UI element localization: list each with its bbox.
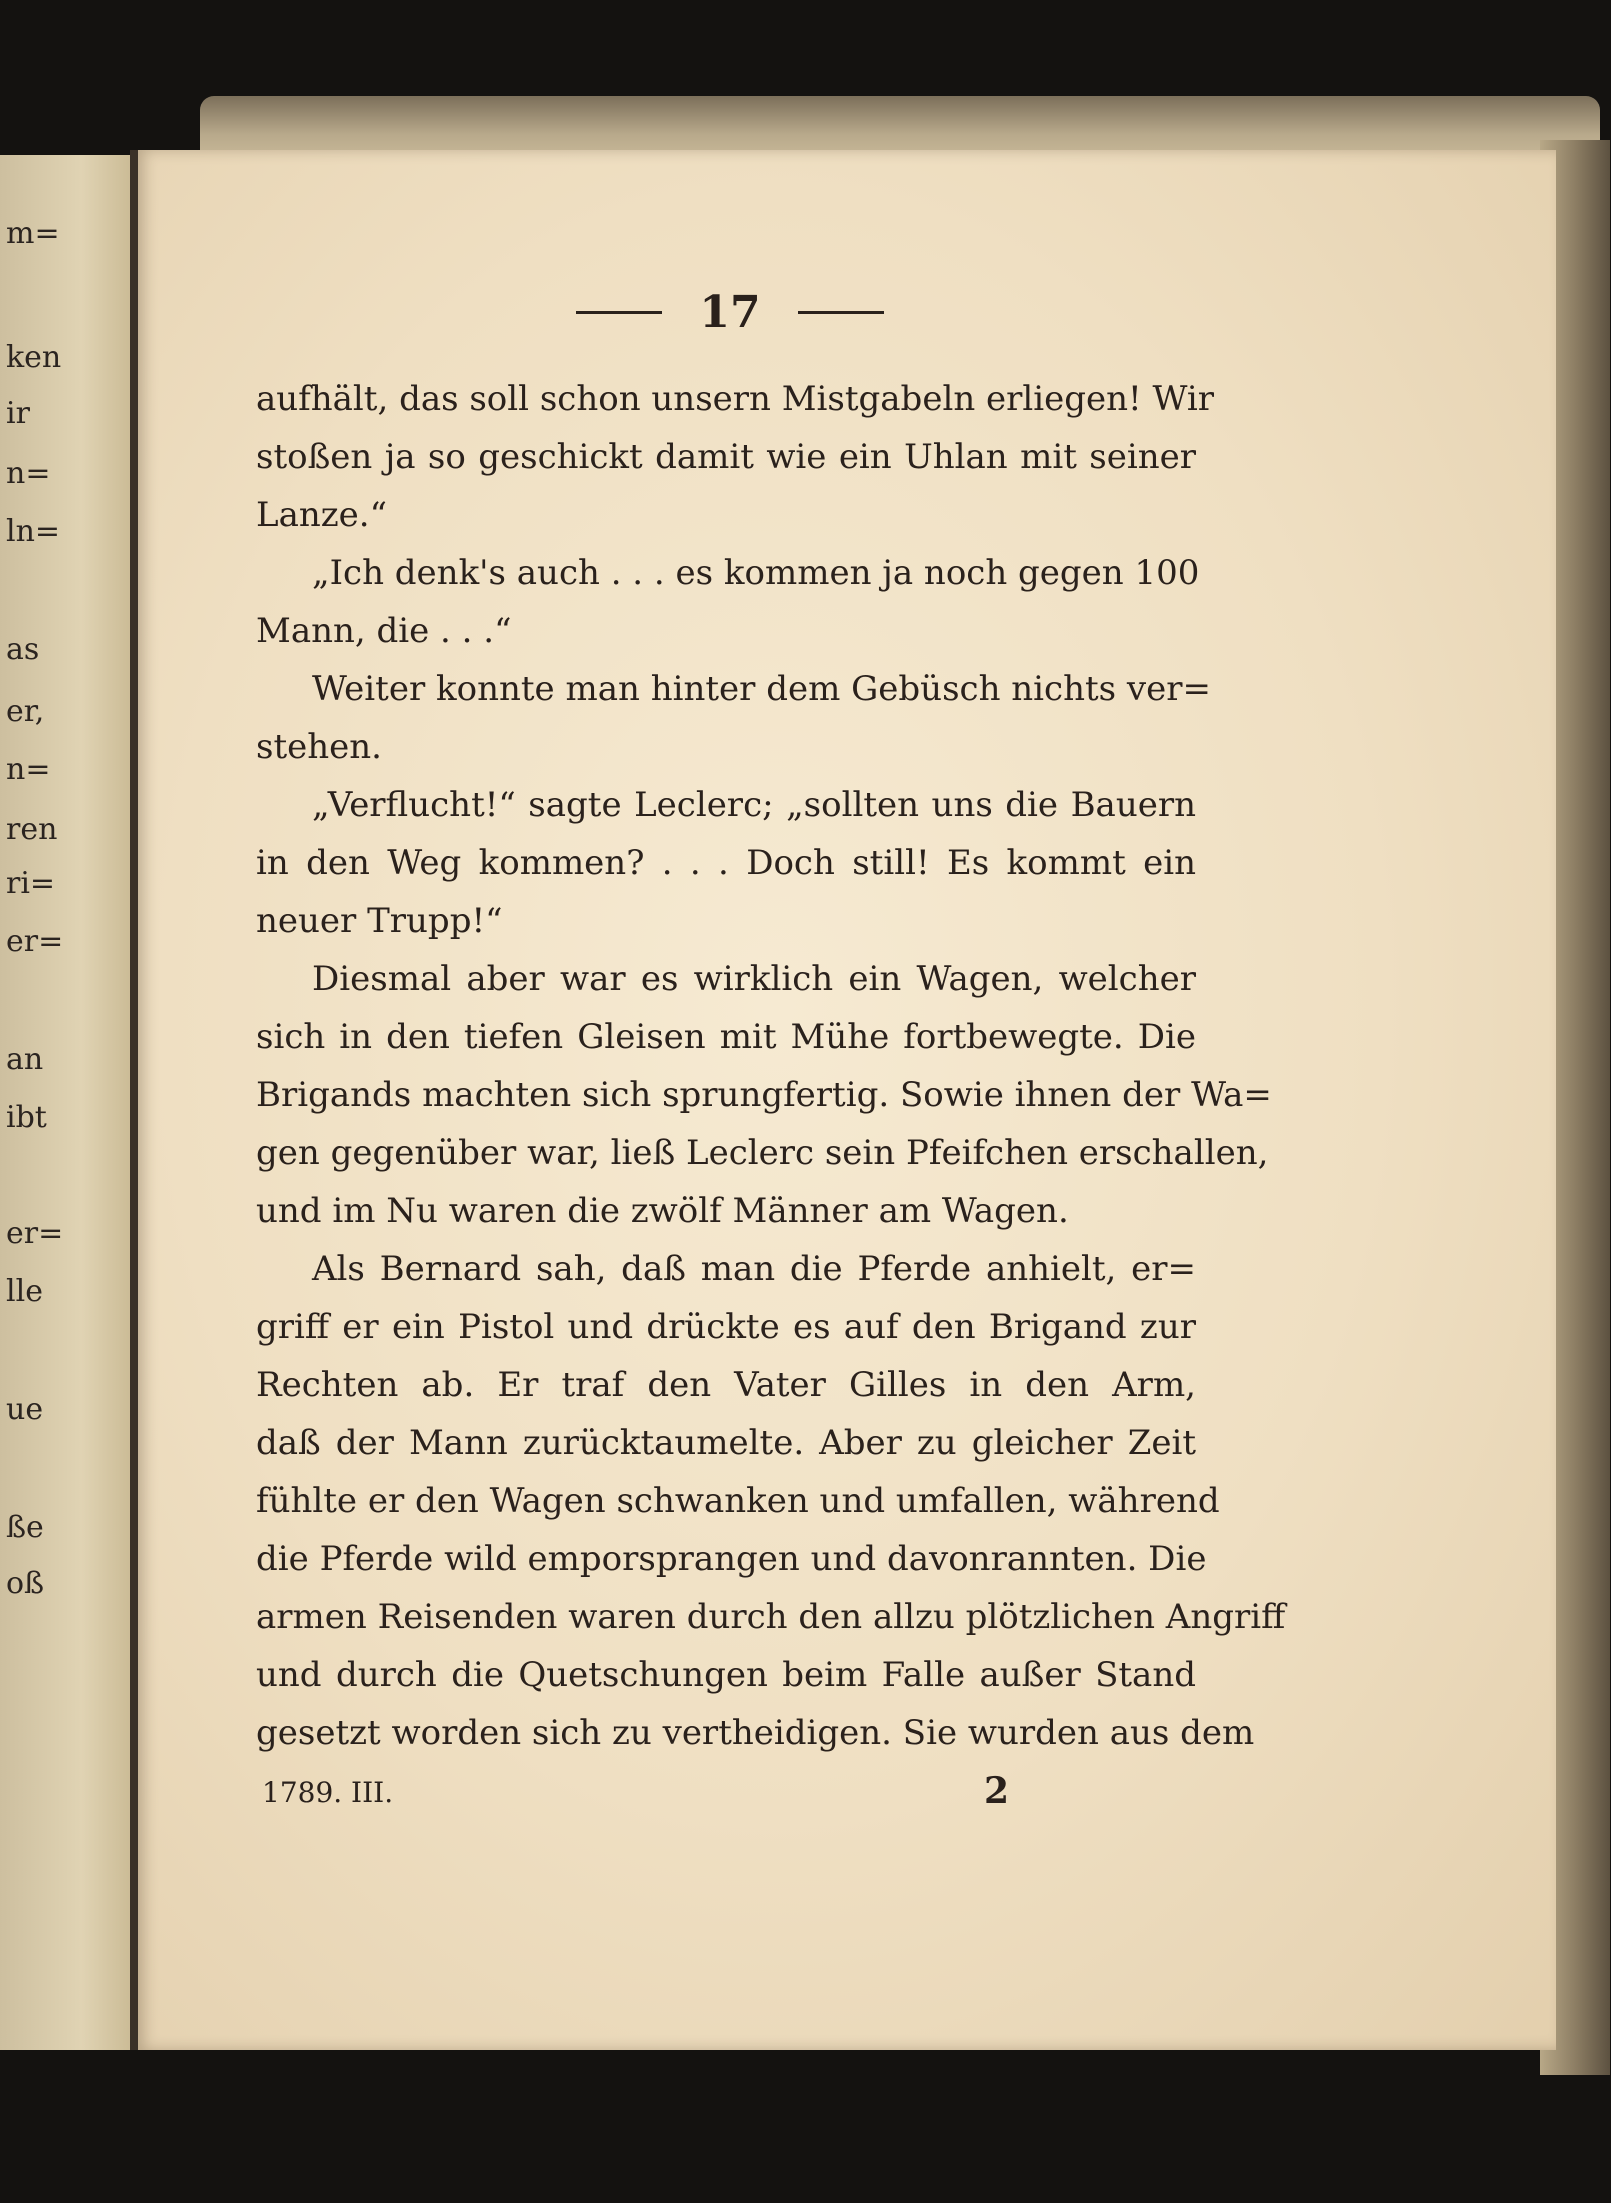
text-line: fühlte er den Wagen schwanken und umfallen, während [256, 1481, 1220, 1521]
page-header [576, 282, 884, 342]
left-page-fragment: ße [6, 1510, 44, 1545]
left-page-fragment: er, [6, 694, 45, 729]
body-text [256, 370, 1286, 1762]
text-line: und durch die Quetschungen beim Falle außer Stand [256, 1655, 1196, 1695]
text-line: „Ich denk's auch . . . es kommen ja noch gegen 100 [312, 553, 1200, 593]
left-page-fragment: ri= [6, 866, 56, 901]
left-page-fragment: er= [6, 924, 64, 959]
left-page-fragment: n= [6, 752, 51, 787]
left-page-fragment: an [6, 1042, 44, 1077]
left-page-fragment: ln= [6, 514, 61, 549]
left-page-fragment: m= [6, 216, 60, 251]
left-page-fragment: ue [6, 1392, 44, 1427]
signature-line: 1789. III. [262, 1776, 394, 1809]
text-line: Mann, die . . .“ [256, 611, 512, 651]
text-line: Weiter konnte man hinter dem Gebüsch nichts ver= [312, 669, 1211, 709]
paragraph [256, 950, 1272, 1240]
text-line: sich in den tiefen Gleisen mit Mühe fortbewegte. Die [256, 1017, 1196, 1057]
text-line: und im Nu waren die zwölf Männer am Wagen. [256, 1191, 1069, 1231]
text-line: Rechten ab. Er traf den Vater Gilles in den Arm, [256, 1365, 1196, 1405]
header-rule-right [798, 311, 884, 314]
paragraph [256, 660, 1211, 776]
text-line: armen Reisenden waren durch den allzu plötzlichen Angriff [256, 1597, 1286, 1637]
left-page-fragment: ken [6, 340, 62, 375]
left-page-fragment: er= [6, 1216, 64, 1251]
text-line: Als Bernard sah, daß man die Pferde anhielt, er= [312, 1249, 1196, 1289]
paragraph [256, 776, 1196, 950]
paragraph [256, 1240, 1286, 1762]
text-line: in den Weg kommen? . . . Doch still! Es kommt ein [256, 843, 1196, 883]
left-page-fragment: lle [6, 1274, 43, 1309]
text-line: gen gegenüber war, ließ Leclerc sein Pfeifchen erschallen, [256, 1133, 1269, 1173]
text-line: daß der Mann zurücktaumelte. Aber zu gleicher Zeit [256, 1423, 1196, 1463]
text-line: stehen. [256, 727, 382, 767]
left-page-fragment: ren [6, 812, 58, 847]
left-page-fragment: oß [6, 1566, 45, 1601]
left-facing-page [0, 155, 136, 2050]
page-number: 17 [699, 286, 761, 338]
paragraph [256, 370, 1214, 544]
left-page-fragment: n= [6, 456, 51, 491]
text-line: stoßen ja so geschickt damit wie ein Uhlan mit seiner [256, 437, 1196, 477]
gutter [130, 150, 138, 2050]
text-line: neuer Trupp!“ [256, 901, 503, 941]
left-page-fragment: as [6, 632, 40, 667]
paragraph [256, 544, 1200, 660]
text-line: gesetzt worden sich zu vertheidigen. Sie wurden aus dem [256, 1713, 1255, 1753]
left-page-fragment: ir [6, 396, 30, 431]
text-line: Diesmal aber war es wirklich ein Wagen, welcher [312, 959, 1196, 999]
text-line: die Pferde wild emporsprangen und davonrannten. Die [256, 1539, 1207, 1579]
header-rule-left [576, 311, 662, 314]
left-page-fragment: ibt [6, 1100, 47, 1135]
sheet-mark: 2 [984, 1770, 1010, 1812]
text-line: griff er ein Pistol und drückte es auf den Brigand zur [256, 1307, 1196, 1347]
text-line: aufhält, das soll schon unsern Mistgabeln erliegen! Wir [256, 379, 1214, 419]
text-line: „Verflucht!“ sagte Leclerc; „sollten uns die Bauern [312, 785, 1196, 825]
text-line: Lanze.“ [256, 495, 387, 535]
text-line: Brigands machten sich sprungfertig. Sowie ihnen der Wa= [256, 1075, 1272, 1115]
